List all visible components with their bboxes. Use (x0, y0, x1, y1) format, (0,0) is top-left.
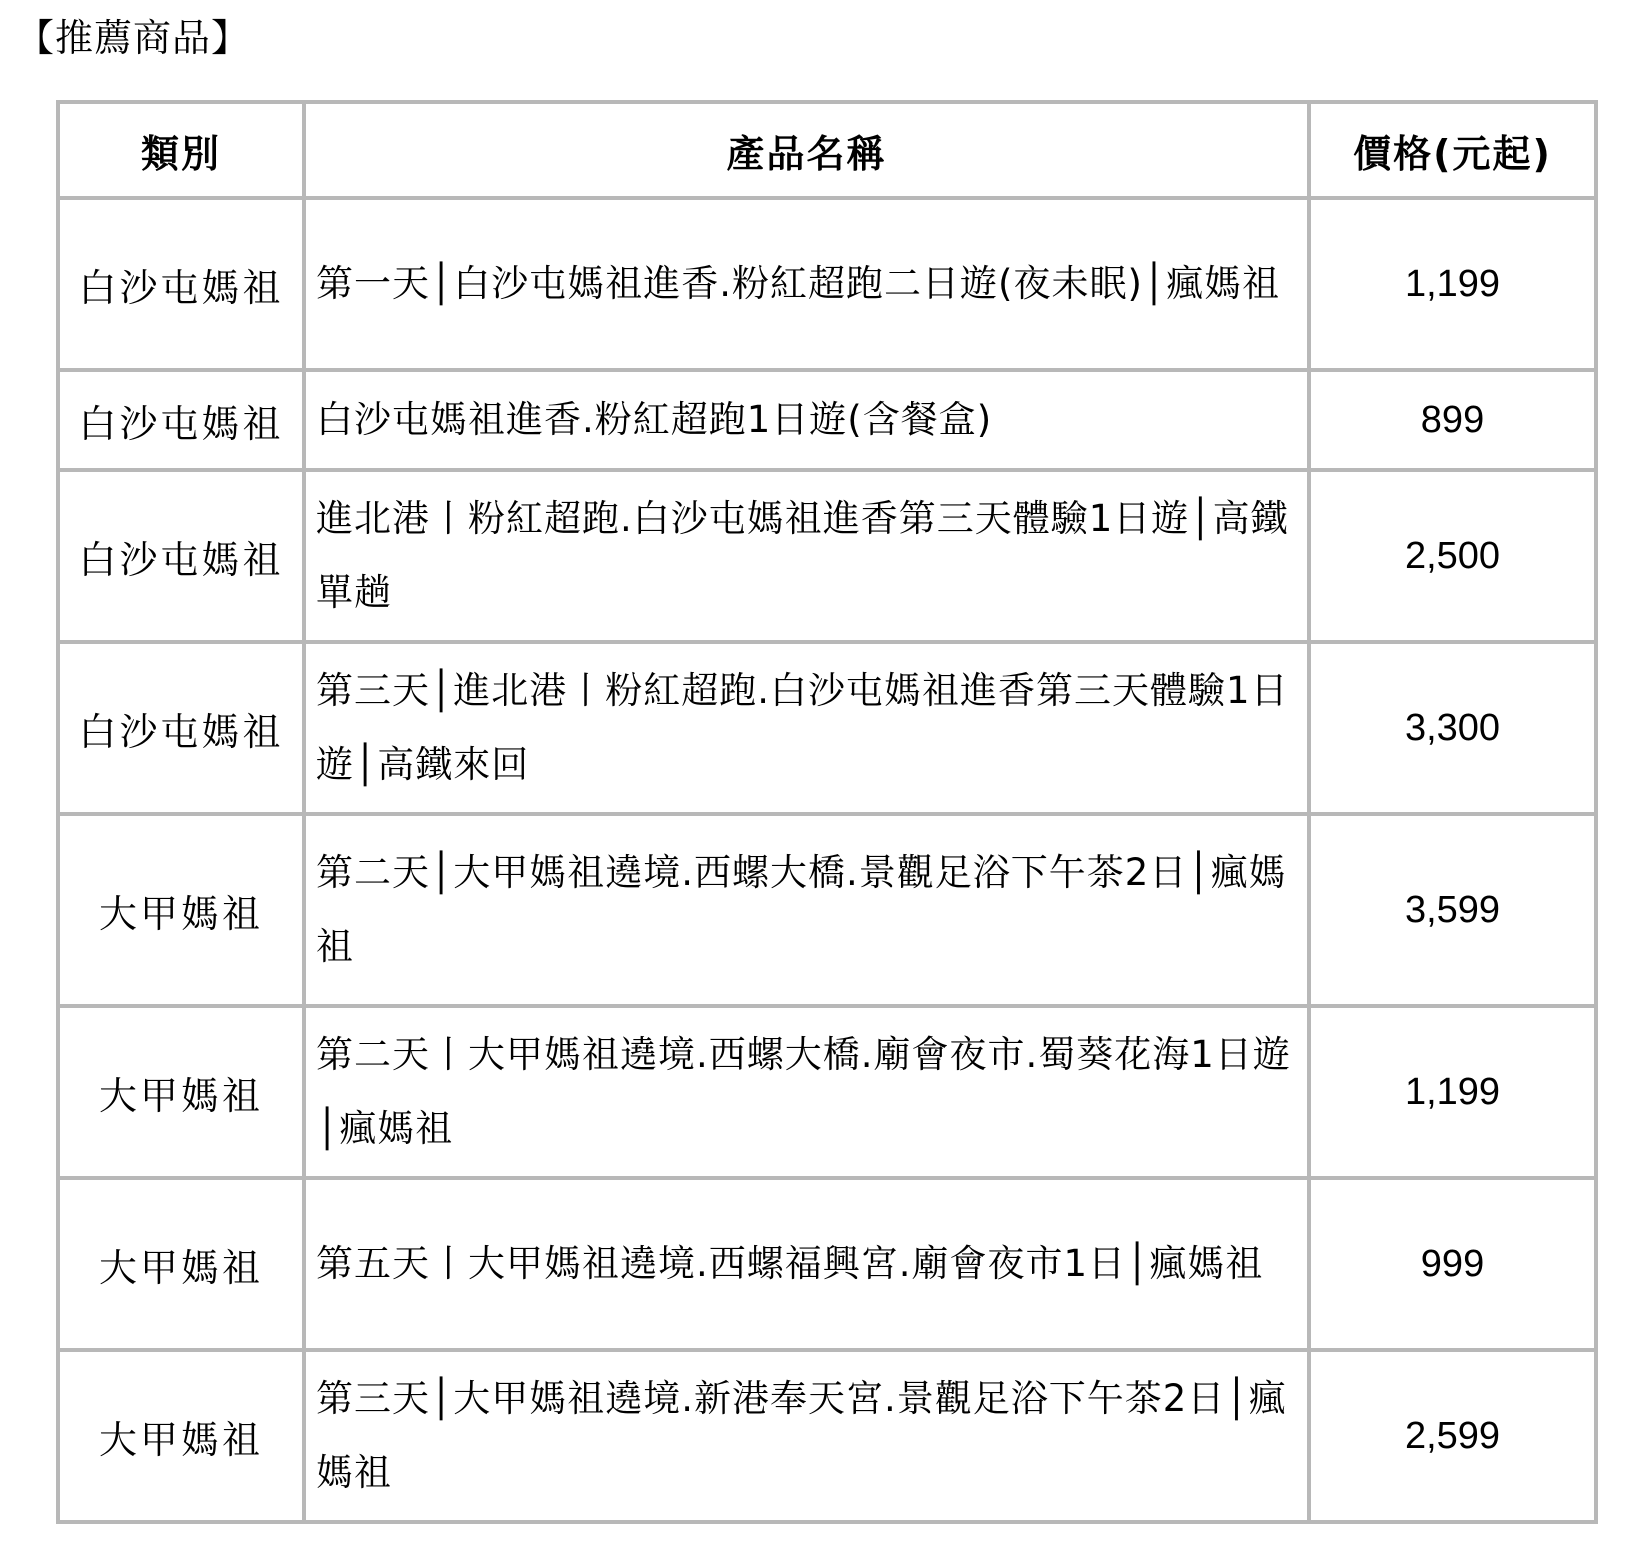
cell-category: 大甲媽祖 (58, 1350, 304, 1522)
cell-price: 3,599 (1309, 814, 1596, 1006)
table-row (58, 370, 1596, 470)
cell-category: 白沙屯媽祖 (58, 370, 304, 470)
cell-category: 大甲媽祖 (58, 1178, 304, 1350)
cell-product-name: 進北港丨粉紅超跑.白沙屯媽祖進香第三天體驗1日遊│高鐵單趟 (304, 470, 1309, 642)
cell-category: 大甲媽祖 (58, 814, 304, 1006)
cell-category: 白沙屯媽祖 (58, 642, 304, 814)
header-product-name: 產品名稱 (304, 102, 1309, 198)
cell-product-name: 第二天│大甲媽祖遶境.西螺大橋.景觀足浴下午茶2日│瘋媽祖 (304, 814, 1309, 1006)
table-row (58, 642, 1596, 814)
cell-price: 1,199 (1309, 198, 1596, 370)
cell-price: 2,500 (1309, 470, 1596, 642)
section-title: 【推薦商品】 (16, 16, 251, 60)
cell-price: 3,300 (1309, 642, 1596, 814)
cell-price: 1,199 (1309, 1006, 1596, 1178)
cell-price: 899 (1309, 370, 1596, 470)
table-row (58, 470, 1596, 642)
table-row (58, 1350, 1596, 1522)
product-table (56, 100, 1598, 1524)
cell-product-name: 第二天丨大甲媽祖遶境.西螺大橋.廟會夜市.蜀葵花海1日遊│瘋媽祖 (304, 1006, 1309, 1178)
table-row (58, 1178, 1596, 1350)
table-header-row (58, 102, 1596, 198)
header-category: 類別 (58, 102, 304, 198)
cell-product-name: 第三天│進北港丨粉紅超跑.白沙屯媽祖進香第三天體驗1日遊│高鐵來回 (304, 642, 1309, 814)
cell-price: 2,599 (1309, 1350, 1596, 1522)
table-row (58, 814, 1596, 1006)
table-row (58, 1006, 1596, 1178)
table-row (58, 198, 1596, 370)
header-price: 價格(元起) (1309, 102, 1596, 198)
cell-product-name: 第三天│大甲媽祖遶境.新港奉天宮.景觀足浴下午茶2日│瘋媽祖 (304, 1350, 1309, 1522)
cell-product-name: 第一天│白沙屯媽祖進香.粉紅超跑二日遊(夜未眠)│瘋媽祖 (304, 198, 1309, 370)
cell-product-name: 第五天丨大甲媽祖遶境.西螺福興宮.廟會夜市1日│瘋媽祖 (304, 1178, 1309, 1350)
cell-category: 大甲媽祖 (58, 1006, 304, 1178)
cell-product-name: 白沙屯媽祖進香.粉紅超跑1日遊(含餐盒) (304, 370, 1309, 470)
cell-price: 999 (1309, 1178, 1596, 1350)
cell-category: 白沙屯媽祖 (58, 198, 304, 370)
cell-category: 白沙屯媽祖 (58, 470, 304, 642)
